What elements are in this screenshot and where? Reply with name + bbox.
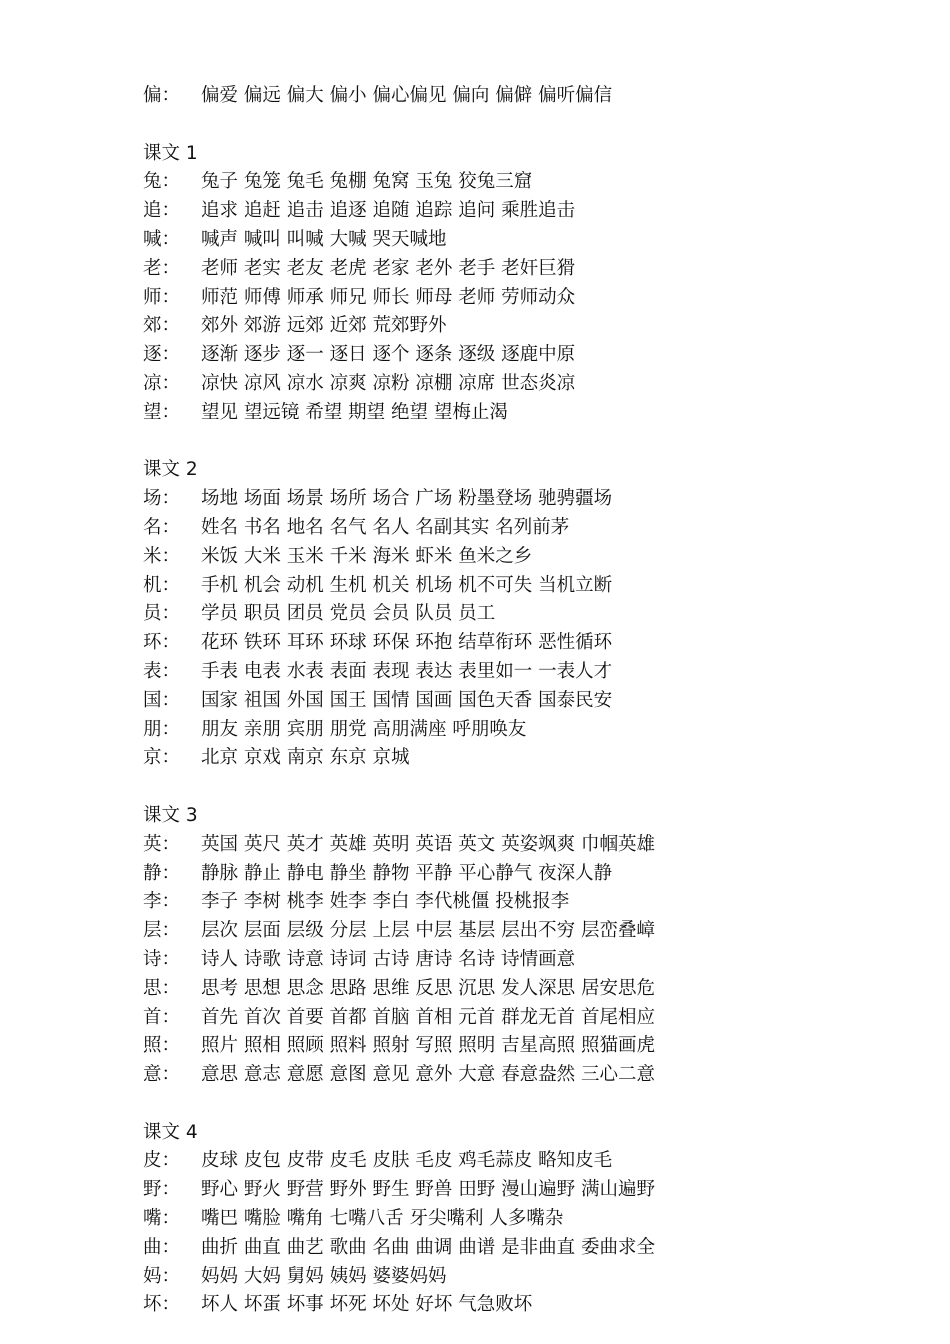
vocab-row xyxy=(143,975,923,1004)
section-spacer xyxy=(143,773,923,802)
vocab-character: 喊： xyxy=(143,228,181,250)
vocab-character: 追： xyxy=(143,200,181,222)
vocab-words: 花环 铁环 耳环 环球 环保 环抱 结草衔环 恶性循环 xyxy=(201,632,613,654)
vocab-character: 意： xyxy=(143,1064,181,1086)
vocab-row xyxy=(143,917,923,946)
vocab-character: 京： xyxy=(143,747,181,769)
vocab-row xyxy=(143,341,923,370)
vocab-character: 英： xyxy=(143,833,181,855)
vocab-row xyxy=(143,658,923,687)
vocab-character: 曲： xyxy=(143,1236,181,1258)
vocab-character: 凉： xyxy=(143,372,181,394)
vocab-words: 姓名 书名 地名 名气 名人 名副其实 名列前茅 xyxy=(201,516,570,538)
vocab-row xyxy=(143,1176,923,1205)
vocab-words: 妈妈 大妈 舅妈 姨妈 婆婆妈妈 xyxy=(201,1265,447,1287)
vocab-character: 照： xyxy=(143,1035,181,1057)
vocab-words: 嘴巴 嘴脸 嘴角 七嘴八舌 牙尖嘴利 人多嘴杂 xyxy=(201,1208,564,1230)
vocab-character: 逐： xyxy=(143,344,181,366)
vocab-words: 米饭 大米 玉米 千米 海米 虾米 鱼米之乡 xyxy=(201,545,533,567)
vocab-words: 静脉 静止 静电 静坐 静物 平静 平心静气 夜深人静 xyxy=(201,862,613,884)
vocab-character: 兔： xyxy=(143,171,181,193)
vocab-row xyxy=(143,1234,923,1263)
vocab-character: 静： xyxy=(143,862,181,884)
vocab-row xyxy=(143,82,923,111)
vocab-words: 思考 思想 思念 思路 思维 反思 沉思 发人深思 居安思危 xyxy=(201,977,656,999)
vocab-character: 环： xyxy=(143,632,181,654)
vocab-character: 皮： xyxy=(143,1150,181,1172)
vocab-words: 手机 机会 动机 生机 机关 机场 机不可失 当机立断 xyxy=(201,574,613,596)
vocab-words: 兔子 兔笼 兔毛 兔棚 兔窝 玉兔 狡兔三窟 xyxy=(201,171,533,193)
vocab-character: 员： xyxy=(143,603,181,625)
vocab-words: 老师 老实 老友 老虎 老家 老外 老手 老奸巨猾 xyxy=(201,257,576,279)
vocab-row xyxy=(143,572,923,601)
vocab-character: 师： xyxy=(143,286,181,308)
vocab-words: 诗人 诗歌 诗意 诗词 古诗 唐诗 名诗 诗情画意 xyxy=(201,948,576,970)
vocab-row xyxy=(143,514,923,543)
section-spacer xyxy=(143,111,923,140)
lesson-heading: 课文 1 xyxy=(143,142,198,164)
vocab-character: 机： xyxy=(143,574,181,596)
vocab-row xyxy=(143,831,923,860)
vocab-character: 首： xyxy=(143,1006,181,1028)
vocab-words: 皮球 皮包 皮带 皮毛 皮肤 毛皮 鸡毛蒜皮 略知皮毛 xyxy=(201,1150,613,1172)
vocab-character: 诗： xyxy=(143,948,181,970)
vocab-row xyxy=(143,1291,923,1320)
lesson-heading: 课文 3 xyxy=(143,804,198,826)
vocab-row xyxy=(143,197,923,226)
vocab-row xyxy=(143,860,923,889)
vocab-words: 北京 京戏 南京 东京 京城 xyxy=(201,747,410,769)
vocab-words: 曲折 曲直 曲艺 歌曲 名曲 曲调 曲谱 是非曲直 委曲求全 xyxy=(201,1236,656,1258)
vocab-character: 场： xyxy=(143,488,181,510)
vocab-character: 国： xyxy=(143,689,181,711)
vocab-row xyxy=(143,946,923,975)
vocab-words: 望见 望远镜 希望 期望 绝望 望梅止渴 xyxy=(201,401,508,423)
vocab-words: 英国 英尺 英才 英雄 英明 英语 英文 英姿飒爽 巾帼英雄 xyxy=(201,833,656,855)
vocab-row xyxy=(143,1004,923,1033)
vocab-words: 手表 电表 水表 表面 表现 表达 表里如一 一表人才 xyxy=(201,660,613,682)
vocab-words: 坏人 坏蛋 坏事 坏死 坏处 好坏 气急败坏 xyxy=(201,1294,533,1316)
vocab-row xyxy=(143,629,923,658)
vocab-character: 名： xyxy=(143,516,181,538)
vocab-character: 野： xyxy=(143,1179,181,1201)
vocab-words: 师范 师傅 师承 师兄 师长 师母 老师 劳师动众 xyxy=(201,286,576,308)
vocab-character: 表： xyxy=(143,660,181,682)
vocab-words: 偏爱 偏远 偏大 偏小 偏心偏见 偏向 偏僻 偏听偏信 xyxy=(201,85,613,106)
vocab-row xyxy=(143,1147,923,1176)
vocab-row xyxy=(143,370,923,399)
vocab-words: 野心 野火 野营 野外 野生 野兽 田野 漫山遍野 满山遍野 xyxy=(201,1179,656,1201)
vocab-row xyxy=(143,226,923,255)
section-spacer xyxy=(143,1090,923,1119)
vocabulary-document xyxy=(143,82,923,1320)
vocab-row xyxy=(143,600,923,629)
vocab-character: 思： xyxy=(143,977,181,999)
vocab-words: 首先 首次 首要 首都 首脑 首相 元首 群龙无首 首尾相应 xyxy=(201,1006,656,1028)
vocab-words: 照片 照相 照顾 照料 照射 写照 照明 吉星高照 照猫画虎 xyxy=(201,1035,656,1057)
vocab-row xyxy=(143,1061,923,1090)
lesson-heading: 课文 4 xyxy=(143,1121,198,1143)
vocab-character: 嘴： xyxy=(143,1208,181,1230)
vocab-character: 老： xyxy=(143,257,181,279)
vocab-character: 坏： xyxy=(143,1294,181,1316)
vocab-row xyxy=(143,888,923,917)
vocab-words: 国家 祖国 外国 国王 国情 国画 国色天香 国泰民安 xyxy=(201,689,613,711)
vocab-character: 郊： xyxy=(143,315,181,337)
vocab-row xyxy=(143,543,923,572)
vocab-words: 郊外 郊游 远郊 近郊 荒郊野外 xyxy=(201,315,447,337)
vocab-row xyxy=(143,1205,923,1234)
vocab-character: 李： xyxy=(143,891,181,913)
vocab-row xyxy=(143,744,923,773)
vocab-character: 米： xyxy=(143,545,181,567)
vocab-row xyxy=(143,1263,923,1292)
vocab-words: 逐渐 逐步 逐一 逐日 逐个 逐条 逐级 逐鹿中原 xyxy=(201,344,576,366)
vocab-row xyxy=(143,168,923,197)
vocab-character: 妈： xyxy=(143,1265,181,1287)
vocab-words: 李子 李树 桃李 姓李 李白 李代桃僵 投桃报李 xyxy=(201,891,570,913)
vocab-words: 学员 职员 团员 党员 会员 队员 员工 xyxy=(201,603,496,625)
vocab-words: 意思 意志 意愿 意图 意见 意外 大意 春意盎然 三心二意 xyxy=(201,1064,656,1086)
vocab-words: 追求 追赶 追击 追逐 追随 追踪 追问 乘胜追击 xyxy=(201,200,576,222)
vocab-row xyxy=(143,687,923,716)
vocab-row xyxy=(143,312,923,341)
vocab-row xyxy=(143,1032,923,1061)
section-spacer xyxy=(143,428,923,457)
vocab-row xyxy=(143,255,923,284)
vocab-row xyxy=(143,399,923,428)
vocab-words: 喊声 喊叫 叫喊 大喊 哭天喊地 xyxy=(201,228,447,250)
vocab-words: 朋友 亲朋 宾朋 朋党 高朋满座 呼朋唤友 xyxy=(201,718,527,740)
vocab-character: 层： xyxy=(143,920,181,942)
vocab-character: 偏： xyxy=(143,85,181,106)
vocab-words: 凉快 凉风 凉水 凉爽 凉粉 凉棚 凉席 世态炎凉 xyxy=(201,372,576,394)
vocab-row xyxy=(143,716,923,745)
lesson-heading: 课文 2 xyxy=(143,459,198,481)
vocab-character: 朋： xyxy=(143,718,181,740)
vocab-row xyxy=(143,485,923,514)
vocab-words: 场地 场面 场景 场所 场合 广场 粉墨登场 驰骋疆场 xyxy=(201,488,613,510)
vocab-character: 望： xyxy=(143,401,181,423)
vocab-row xyxy=(143,284,923,313)
vocab-words: 层次 层面 层级 分层 上层 中层 基层 层出不穷 层峦叠嶂 xyxy=(201,920,656,942)
